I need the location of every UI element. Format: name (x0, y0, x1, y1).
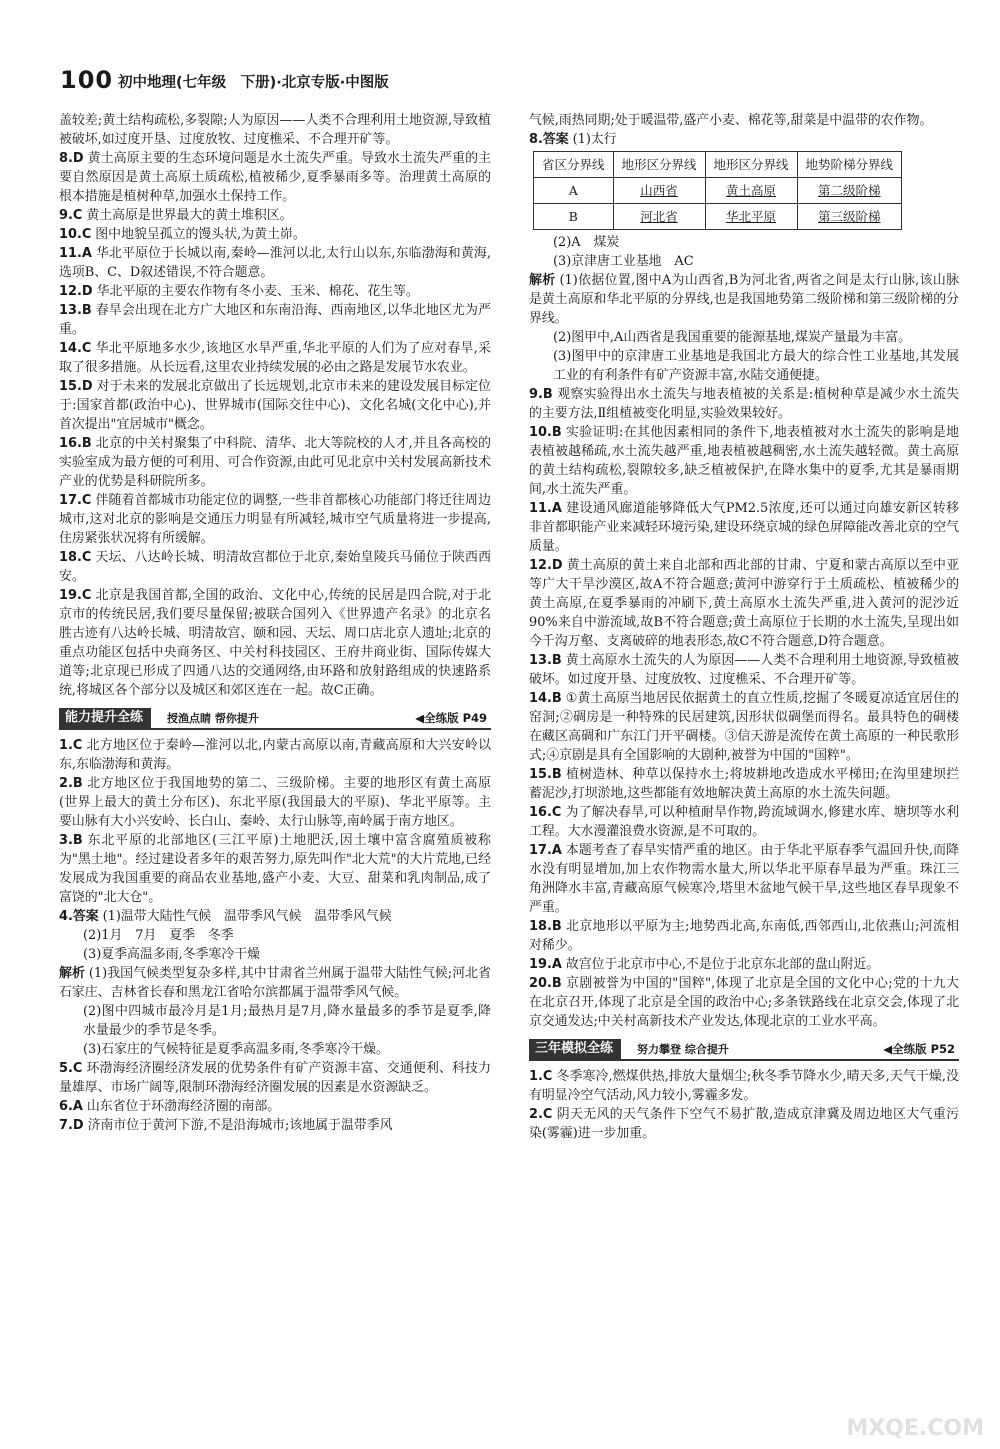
table-header-row (534, 152, 902, 178)
answer-text: 盖较差;黄土结构疏松,多裂隙;人为原因——人类不合理利用土地资源,导致植被破坏,如过度开垦、过度放牧、过度樵采、不合理开矿等。 (59, 113, 491, 147)
answer-list-end (59, 1059, 491, 1135)
answer-text: ①黄土高原当地居民依据黄土的直立性质,挖掘了冬暖夏凉适宜居住的窑洞;②碉房是一种特殊的民居建筑,因形状似碉堡而得名。最具特色的碉楼在藏区高碉和广东江门开平碉楼。③信天游是流传在黄土高原的一种民歌形式;④京剧是具有全国影响的大剧种,被誉为中国的"国粹"。 (529, 691, 959, 763)
table-cell: B (534, 204, 614, 230)
question-number: 13.B (529, 653, 562, 668)
answer-item (59, 206, 491, 225)
question-number: 1.C (529, 1069, 553, 1084)
section-banner-ability (59, 706, 491, 730)
three-year-answer-list (529, 1067, 959, 1143)
table-cell-text: 河北省 (640, 209, 678, 224)
answer-item (529, 385, 959, 423)
answer-text: 图中地貌呈孤立的馒头状,为黄土峁。 (95, 227, 306, 242)
table-cell-text: 第二级阶梯 (818, 183, 881, 198)
answer-text: 观察实验得出水土流失与地表植被的关系是:植树种草是减少水土流失的主要方法,Ⅱ组植被变化明显,实验效果较好。 (529, 387, 959, 421)
boundary-table (533, 151, 902, 230)
banner-reference: ◀全练版 P49 (415, 711, 487, 725)
answer-text: 北京地形以平原为主;地势西北高,东南低,西邻西山,北依燕山;河流相对稀少。 (529, 919, 959, 953)
analysis-block (529, 271, 959, 328)
answer-text: 济南市位于黄河下游,不是沿海城市;该地属于温带季风 (87, 1118, 393, 1133)
answer-line: (2)1月 7月 夏季 冬季 (83, 928, 234, 943)
answer-text: 北京的中关村聚集了中科院、清华、北大等院校的人才,并且各高校的实验室成为最方便的可利用、可合作资源,由此可见北京中关村发展高新技术产业的优势是科研院所多。 (59, 436, 491, 489)
answer-item (529, 556, 959, 651)
answer-text: 本题考查了春旱实情严重的地区。由于华北平原春季气温回升快,而降水没有明显增加,加上农作物需水量大,所以华北平原春旱最为严重。珠江三角洲降水丰富,青藏高原气候寒冷,塔里木盆地气候干旱,这些地区春旱现象不严重。 (529, 843, 959, 915)
question-number: 9.B (529, 387, 553, 402)
answer-item (59, 491, 491, 548)
answer-line: (1)太行 (572, 132, 617, 147)
answer-text: 京剧被誉为中国的"国粹",体现了北京是全国的文化中心;党的十九大在北京召开,体现了北京是全国的政治中心;多条铁路线在北京交会,体现了北京交通发达;中关村高新技术产业发达,体现北京的工业水平高。 (529, 976, 959, 1029)
table-cell (705, 178, 797, 204)
answer-item (59, 586, 491, 700)
page-header (40, 66, 960, 94)
answer-text: 华北平原位于长城以南,秦岭—淮河以北,太行山以东,东临渤海和黄海,选项B、C、D叙述错误,不符合题意。 (59, 246, 491, 280)
answer-text: 北方地区位于我国地势的第二、三级阶梯。主要的地形区有黄土高原(世界上最大的黄土分布区)、东北平原(我国最大的平原)、华北平原等。主要山脉有大小兴安岭、长白山、秦岭、太行山脉等,南岭属于南方地区。 (59, 776, 491, 829)
analysis-label: 解析 (59, 966, 85, 981)
answer-text: 阴天无风的天气条件下空气不易扩散,造成京津冀及周边地区大气重污染(雾霾)进一步加重。 (529, 1107, 959, 1141)
table-cell (705, 204, 797, 230)
answer-item (59, 831, 491, 907)
table-cell (613, 204, 705, 230)
answer-text: 黄土高原水土流失的人为原因——人类不合理利用土地资源,导致植被破坏。如过度开垦、过度放牧、过度樵采、不合理开矿等。 (529, 653, 959, 687)
answer-item (59, 225, 491, 244)
banner-rule (59, 728, 491, 730)
question-number: 16.C (529, 805, 562, 820)
watermark-text: MXQE.COM (846, 1416, 984, 1441)
table-cell (797, 178, 902, 204)
question-number: 9.C (59, 208, 83, 223)
left-answer-list (59, 111, 491, 700)
question-number: 11.A (59, 246, 92, 261)
page-number: 100 (60, 66, 114, 94)
answer-line: (2)A 煤炭 (553, 235, 620, 250)
answer-item (59, 736, 491, 774)
question-number: 11.A (529, 501, 562, 516)
analysis-text: (3)石家庄的气候特征是夏季高温多雨,冬季寒冷干燥。 (83, 1042, 389, 1057)
answer-item (59, 244, 491, 282)
answer-item (59, 1097, 491, 1116)
answer-text: 华北平原的主要农作物有冬小麦、玉米、棉花、花生等。 (96, 284, 419, 299)
question-number: 12.D (59, 284, 93, 299)
answer-item (529, 841, 959, 917)
analysis-text: (1)我国气候类型复杂多样,其中甘肃省兰州属于温带大陆性气候;河北省石家庄、吉林省长春和黑龙江省哈尔滨都属于温带季风气候。 (59, 966, 492, 1000)
section-banner-three-year (529, 1037, 959, 1061)
question-number: 14.B (529, 691, 562, 706)
table-cell-text: 华北平原 (726, 209, 777, 224)
table-cell-text: 黄土高原 (726, 183, 777, 198)
answer-item (529, 689, 959, 765)
answer-text: 东北平原的北部地区(三江平原)土地肥沃,因土壤中富含腐殖质被称为"黑土地"。经过建设者多年的艰苦努力,原先叫作"北大荒"的大片荒地,已经发展成为我国重要的商品农业基地,盛产小麦、大豆、甜菜和乳肉制品,成了富饶的"北大仓"。 (59, 833, 491, 905)
question-number: 16.B (59, 436, 92, 451)
right-column (529, 111, 959, 1143)
answer-item (59, 774, 491, 831)
answer-text: 北京是我国首都,全国的政治、文化中心,传统的民居是四合院,对于北京市的传统民居,我们要尽量保留;被联合国列入《世界遗产名录》的北京名胜古迹有八达岭长城、明清故宫、颐和园、天坛、周口店北京人遗址;北京的重点功能区包括中央商务区、中关村科技园区、王府井商业街、国际传媒大道等;北京现已形成了四通八达的交通网络,由环路和放射路组成的快速路系统,将城区各个部分以及城区和郊区连在一起。故C正确。 (59, 588, 491, 698)
answer-text: 黄土高原主要的生态环境问题是水土流失严重。导致水土流失严重的主要自然原因是黄土高原土质疏松,植被稀少,夏季暴雨多等。治理黄土高原的根本措施是植树种草,加强水土保持工作。 (59, 151, 491, 204)
question-number: 17.A (529, 843, 562, 858)
table-cell-text: 第三级阶梯 (818, 209, 881, 224)
question-number: 18.B (529, 919, 562, 934)
table-header: 地势阶梯分界线 (797, 152, 902, 178)
table-header: 地形区分界线 (613, 152, 705, 178)
table-header: 省区分界线 (534, 152, 614, 178)
answer-text: 为了解决春旱,可以种植耐旱作物,跨流域调水,修建水库、塘坝等水利工程。大水漫灌浪费水资源,是不可取的。 (529, 805, 959, 839)
question-number: 8.D (59, 151, 84, 166)
answer-item (59, 111, 491, 149)
answer-text: 植树造林、种草以保持水土;将坡耕地改造成水平梯田;在沟里建坝拦蓄泥沙,打坝淤地,这些都能有效地解决黄土高原的水土流失问题。 (529, 767, 959, 801)
right-answer-list (529, 385, 959, 1031)
analysis-block (59, 964, 491, 1002)
question-number: 18.C (59, 550, 92, 565)
answer-item (59, 282, 491, 301)
answer-text: 黄土高原是世界最大的黄土堆积区。 (86, 208, 293, 223)
answer-text: 故宫位于北京市中心,不是位于北京东北部的盘山附近。 (565, 957, 880, 972)
question-number: 14.C (59, 341, 92, 356)
question-number: 2.C (529, 1107, 553, 1122)
answer-text: 对于未来的发展北京做出了长远规划,北京市未来的建设发展目标定位于:国家首都(政治中心)、世界城市(国际交往中心)、文化名城(文化中心),并首次提出"宜居城市"概念。 (59, 379, 491, 432)
question-number: 6.A (59, 1099, 83, 1114)
banner-tag: 能力提升全练 (59, 708, 151, 728)
answer-item (529, 765, 959, 803)
table-row (534, 204, 902, 230)
question-number: 12.D (529, 558, 563, 573)
answer-item (529, 917, 959, 955)
question-number: 15.D (59, 379, 93, 394)
question-number: 20.B (529, 976, 562, 991)
analysis-label: 解析 (529, 273, 556, 288)
book-title: 初中地理(七年级 下册)·北京专版·中图版 (118, 75, 389, 91)
answer-item-8 (529, 130, 959, 149)
continued-text: 气候,雨热同期;处于暖温带,盛产小麦、棉花等,甜菜是中温带的农作物。 (529, 113, 933, 128)
answer-line: (3)夏季高温多雨,冬季寒冷干燥 (83, 947, 261, 962)
answer-line: (3)京津唐工业基地 AC (553, 254, 694, 269)
question-number: 7.D (59, 1118, 84, 1133)
answer-item (59, 301, 491, 339)
analysis-text: (2)图甲中,A山西省是我国重要的能源基地,煤炭产量最为丰富。 (553, 330, 912, 345)
question-number: 2.B (59, 776, 83, 791)
banner-tag: 三年模拟全练 (529, 1039, 621, 1059)
answer-item (529, 1105, 959, 1143)
question-number: 4.答案 (59, 909, 99, 924)
answer-item (59, 1116, 491, 1135)
answer-item-4 (59, 907, 491, 926)
table-header: 地形区分界线 (705, 152, 797, 178)
answer-item (59, 434, 491, 491)
table-cell-text: 山西省 (640, 183, 678, 198)
answer-item (59, 377, 491, 434)
answer-item (529, 974, 959, 1031)
answer-text: 伴随着首都城市功能定位的调整,一些非首都核心功能部门将迁往周边城市,这对北京的影响是交通压力明显有所减轻,城市空气质量将进一步提高,住房紧张状况将有所缓解。 (59, 493, 491, 546)
question-number: 3.B (59, 833, 83, 848)
table-row (534, 178, 902, 204)
ability-answer-list (59, 736, 491, 907)
answer-item (59, 339, 491, 377)
question-number: 5.C (59, 1061, 83, 1076)
answer-text: 山东省位于环渤海经济圈的南部。 (86, 1099, 281, 1114)
question-number: 17.C (59, 493, 92, 508)
answer-text: 实验证明:在其他因素相同的条件下,地表植被对水土流失的影响是地表植被越稀疏,水土流失越严重,地表植被越稠密,水土流失越轻微。黄土高原的黄土结构疏松,裂隙较多,缺乏植被保护,在降水集中的夏季,尤其是暴雨期间,水土流失严重。 (529, 425, 959, 497)
answer-item (529, 1067, 959, 1105)
question-number: 1.C (59, 738, 83, 753)
banner-subtitle: 努力攀登 综合提升 (637, 1043, 729, 1056)
banner-reference: ◀全练版 P52 (883, 1042, 955, 1056)
analysis-text: (1)依据位置,图中A为山西省,B为河北省,两省之间是太行山脉,该山脉是黄土高原和华北平原的分界线,也是我国地势第二级阶梯和第三级阶梯的分界线。 (529, 273, 960, 326)
answer-text: 华北平原地多水少,该地区水旱严重,华北平原的人们为了应对春旱,采取了很多措施。从长远看,这里农业持续发展的必由之路是发展节水农业。 (59, 341, 491, 375)
question-number: 8.答案 (529, 132, 569, 147)
answer-item (529, 803, 959, 841)
answer-item (59, 548, 491, 586)
answer-item (529, 423, 959, 499)
question-number: 13.B (59, 303, 92, 318)
answer-item (529, 499, 959, 556)
table-cell (797, 204, 902, 230)
banner-rule (529, 1059, 959, 1061)
answer-text: 冬季寒冷,燃煤供热,排放大量烟尘;秋冬季节降水少,晴天多,天气干燥,没有明显冷空气活动,风力较小,雾霾多发。 (529, 1069, 959, 1103)
answer-text: 建设通风廊道能够降低大气PM2.5浓度,还可以通过向雄安新区转移非首都职能产业来减轻环境污染,建设环绕京城的绿色屏障能改善北京的空气质量。 (529, 501, 959, 554)
answer-line: (1)温带大陆性气候 温带季风气候 温带季风气候 (102, 909, 392, 924)
table-cell (613, 178, 705, 204)
answer-text: 北方地区位于秦岭—淮河以北,内蒙古高原以南,青藏高原和大兴安岭以东,东临渤海和黄海。 (59, 738, 491, 772)
table-cell: A (534, 178, 614, 204)
question-number: 15.B (529, 767, 562, 782)
answer-item (59, 149, 491, 206)
question-number: 10.C (59, 227, 92, 242)
banner-subtitle: 授渔点睛 帮你提升 (167, 712, 259, 725)
analysis-text: (2)图中四城市最冷月是1月;最热月是7月,降水量最多的季节是夏季,降水量最少的季节是冬季。 (83, 1004, 491, 1038)
answer-text: 天坛、八达岭长城、明清故宫都位于北京,秦始皇陵兵马俑位于陕西西安。 (59, 550, 491, 584)
analysis-text: (3)图甲中的京津唐工业基地是我国北方最大的综合性工业基地,其发展工业的有利条件有矿产资源丰富,水陆交通便捷。 (553, 349, 959, 383)
answer-text: 环渤海经济圈经济发展的优势条件有矿产资源丰富、交通便利、科技力量雄厚、市场广阔等,限制环渤海经济圈发展的因素是水资源缺乏。 (59, 1061, 491, 1095)
question-number: 10.B (529, 425, 562, 440)
left-column (59, 111, 491, 1135)
question-number: 19.A (529, 957, 562, 972)
answer-item (59, 1059, 491, 1097)
answer-text: 黄土高原的黄土来自北部和西北部的甘肃、宁夏和蒙古高原以至中亚等广大干旱沙漠区,故A不符合题意;黄河中游穿行于土质疏松、植被稀少的黄土高原,在夏季暴雨的冲刷下,黄土高原水土流失严重,进入黄河的泥沙近90%来自中游流域,故B不符合题意;黄土高原位于长期的水土流失,呈现出如今千沟万壑、支离破碎的地表形态,故C不符合题意,D符合题意。 (529, 558, 959, 649)
question-number: 19.C (59, 588, 92, 603)
answer-item (529, 955, 959, 974)
answer-text: 春旱会出现在北方广大地区和东南沿海、西南地区,以华北地区尤为严重。 (59, 303, 491, 337)
answer-item (529, 651, 959, 689)
watermark-logo (798, 1381, 988, 1441)
